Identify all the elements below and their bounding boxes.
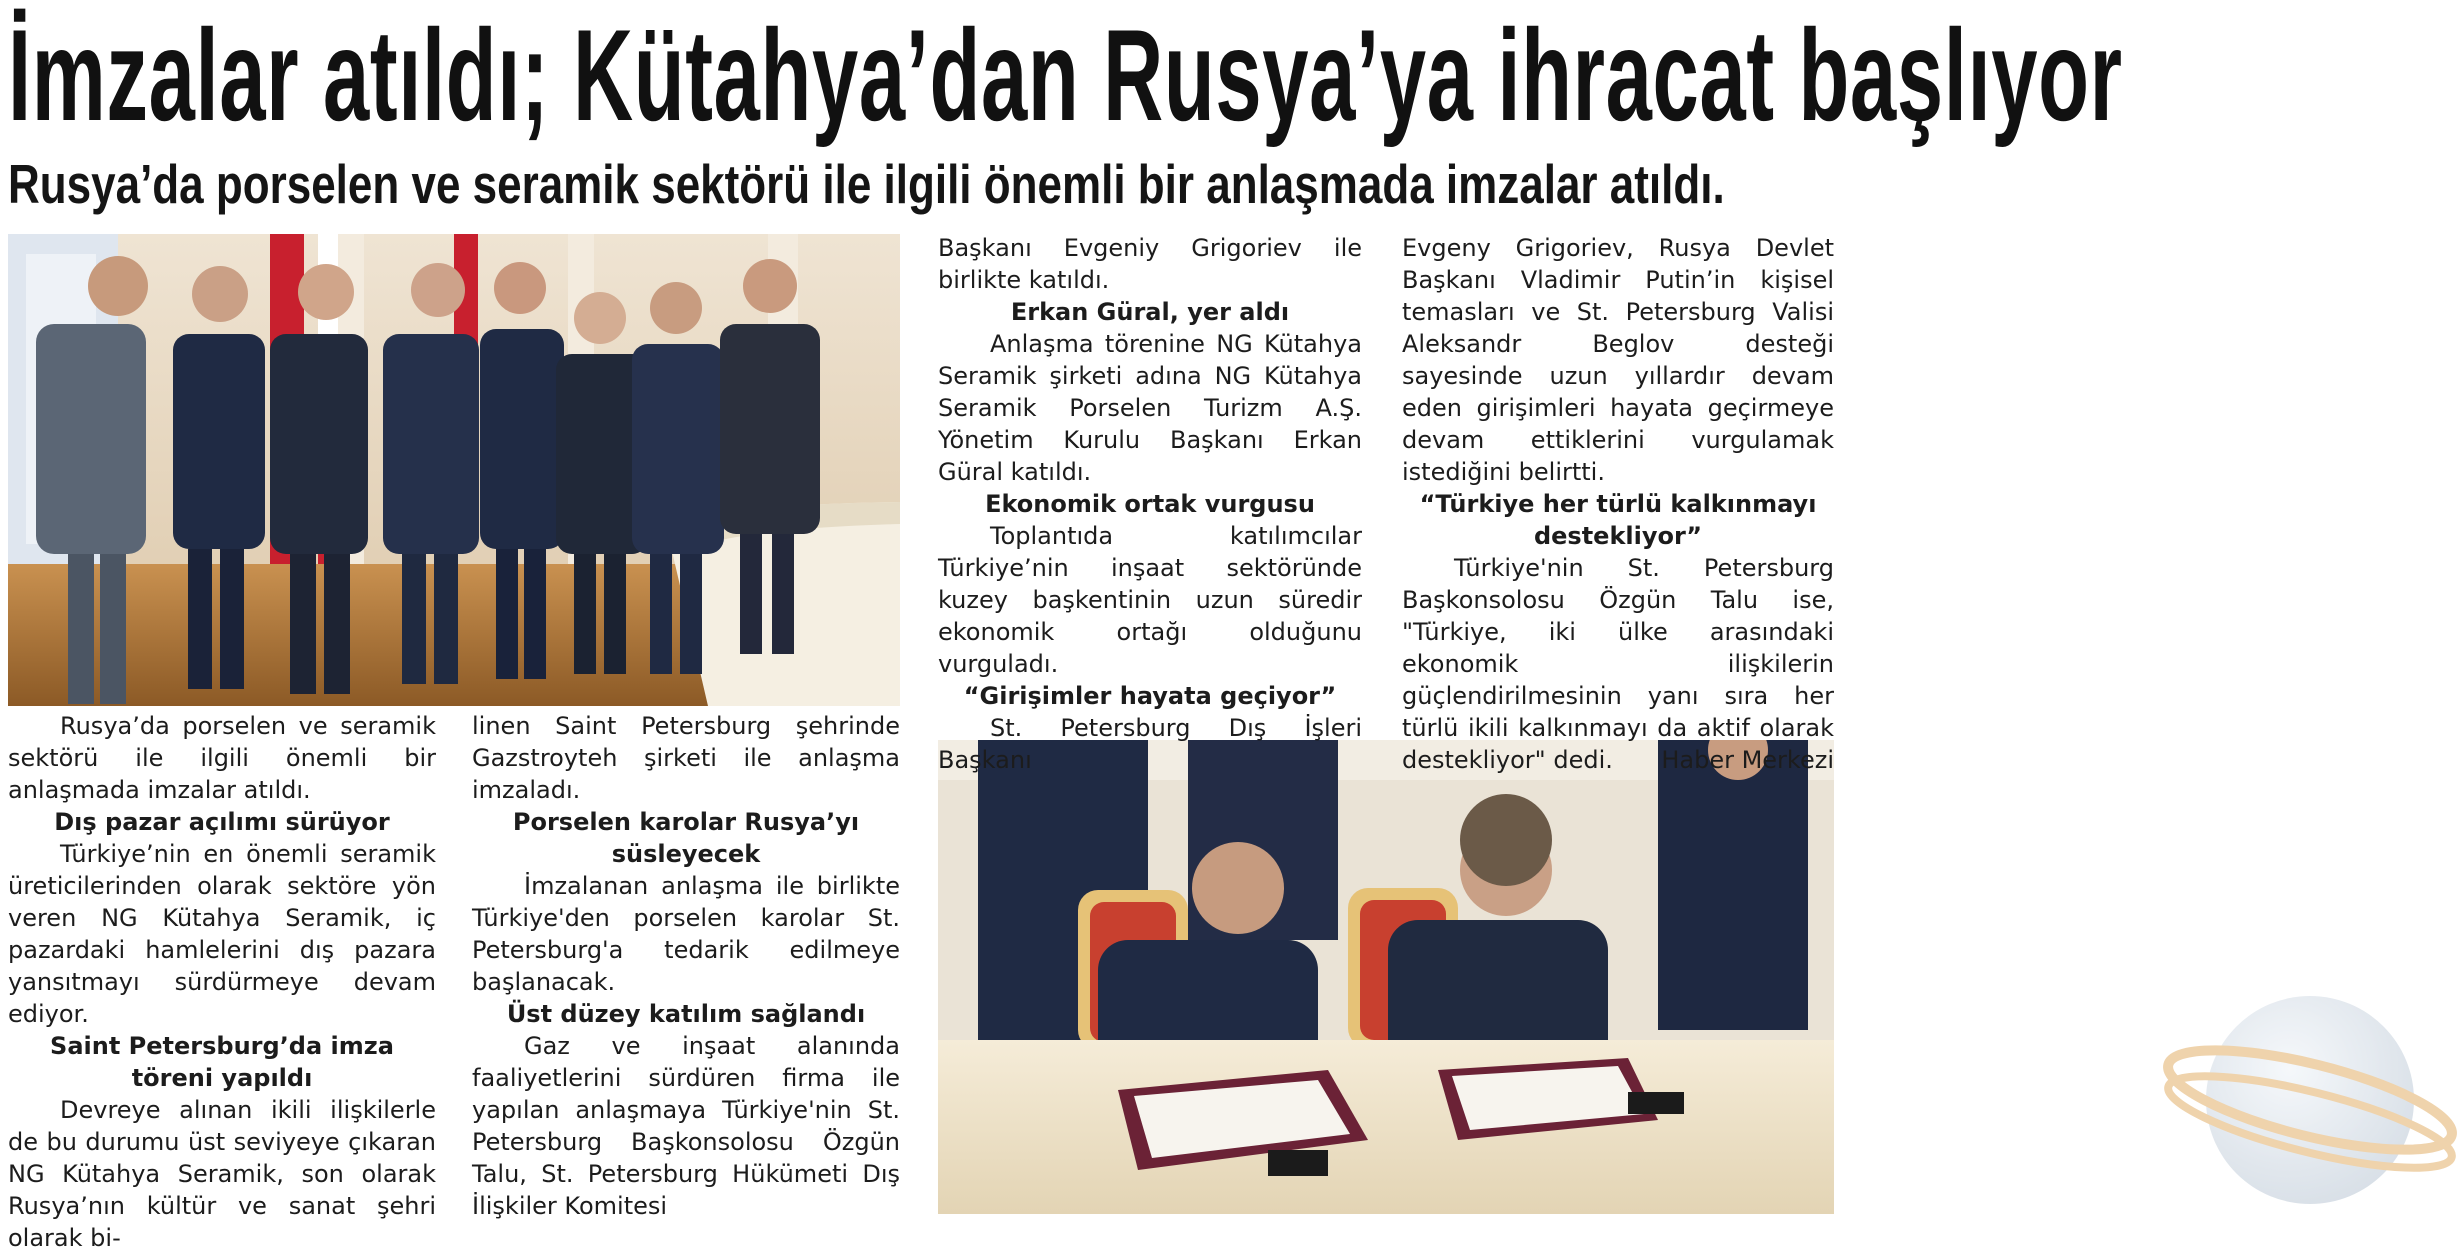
section-heading: Dış pazar açılımı sürüyor [54,808,390,836]
section-heading: Saint Petersburg’da imza töreni yapıldı [50,1032,394,1092]
headline: İmzalar atıldı; Kütahya’dan Rusya’ya ihracat başlıyor [8,2,2123,148]
paragraph: linen Saint Petersburg şehrinde Gazstroyteh şirketi ile anlaşma imzaladı. [472,712,900,804]
section-heading: “Girişimler hayata geçiyor” [963,682,1337,710]
section-heading: Erkan Güral, yer aldı [1010,298,1290,326]
paragraph: Gaz ve inşaat alanında faaliyetlerini sürdüren firma ile yapılan anlaşmaya Türkiye'nin St. Petersburg Başkonsolosu Özgün Talu, St. Petersburg Hükümeti Dış İlişkiler Komitesi [472,1032,900,1220]
paragraph: Evgeny Grigoriev, Rusya Devlet Başkanı Vladimir Putin’in kişisel temasları ve St. Petersburg Valisi Aleksandr Beglov desteği sayesinde uzun yıllardır devam eden girişimleri hayata geçirmeye devam ettiklerini vurgulamak istediğini belirtti. [1402,234,1834,486]
paragraph: Türkiye'nin St. Petersburg Başkonsolosu Özgün Talu ise, "Türkiye, iki ülke arasındaki ekonomik ilişkilerin güçlendirilmesinin yanı sıra her türlü ikili kalkınmayı da aktif olarak destekliyor" dedi. [1402,554,1834,774]
signing-photo [938,740,1834,1214]
paragraph: Anlaşma törenine NG Kütahya Seramik şirketi adına NG Kütahya Seramik Porselen Turizm A.Ş. Yönetim Kurulu Başkanı Erkan Güral katıldı. [938,330,1362,486]
section-heading: Porselen karolar Rusya’yı süsleyecek [512,808,860,868]
text-column-1 [8,710,436,1254]
subheadline: Rusya’da porselen ve seramik sektörü ile ilgili önemli bir anlaşmada imzalar atıldı. [8,153,1725,215]
paragraph: İmzalanan anlaşma ile birlikte Türkiye'den porselen karolar St. Petersburg'a tedarik edilmeye başlanacak. [472,872,900,996]
paragraph: Toplantıda katılımcılar Türkiye’nin inşaat sektöründe kuzey başkentinin uzun süredir ekonomik ortağı olduğunu vurguladı. [938,522,1362,678]
text-column-3 [938,232,1362,776]
section-heading: Ekonomik ortak vurgusu [985,490,1315,518]
paragraph: Rusya’da porselen ve seramik sektörü ile ilgili önemli bir anlaşmada imzalar atıldı. [8,712,436,804]
section-heading: “Türkiye her türlü kalkınmayı destekliyor” [1419,490,1817,550]
text-column-4 [1402,232,1834,776]
section-heading: Üst düzey katılım sağlandı [506,1000,866,1028]
paragraph: Türkiye’nin en önemli seramik üreticilerinden olarak sektöre yön veren NG Kütahya Seramik, iç pazardaki hamlelerini dış pazara yansıtmayı sürdürmeye devam ediyor. [8,840,436,1028]
group-photo [8,234,900,706]
byline: Haber Merkezi [1661,746,1834,774]
text-column-2 [472,710,900,1222]
paragraph: Başkanı Evgeniy Grigoriev ile birlikte katıldı. [938,234,1362,294]
globe-logo-icon [2160,982,2460,1218]
paragraph: Devreye alınan ikili ilişkilerle de bu durumu üst seviyeye çıkaran NG Kütahya Seramik, son olarak Rusya’nın kültür ve sanat şehri olarak bi- [8,1096,436,1252]
paragraph: St. Petersburg Dış İşleri Başkanı [938,714,1362,774]
